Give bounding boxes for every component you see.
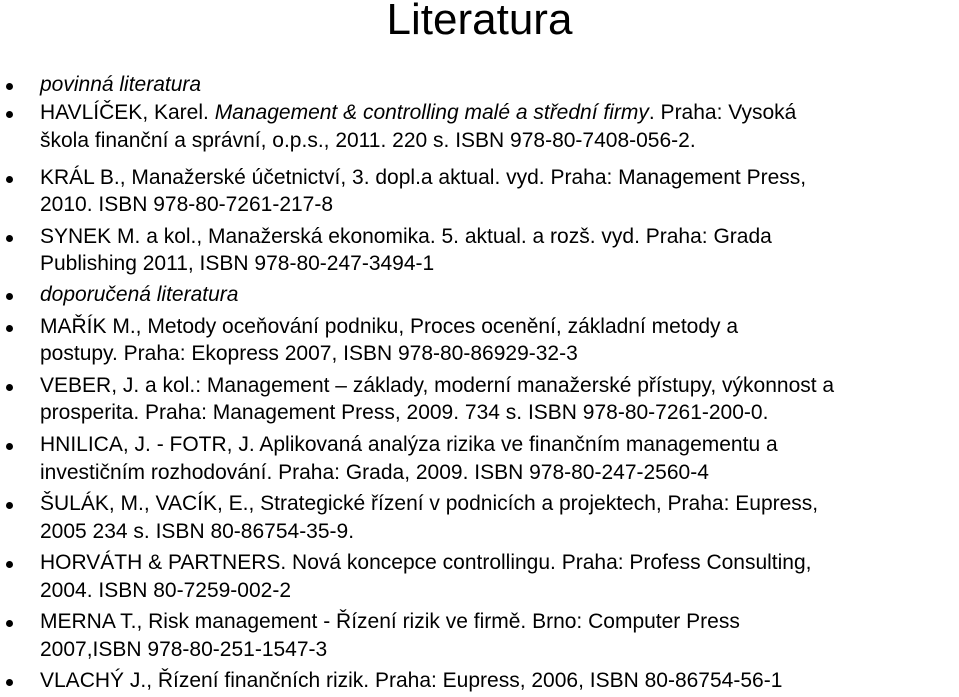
reference-line [40, 460, 709, 486]
reference-line [40, 578, 291, 604]
text: postupy. Praha: Ekopress 2007, ISBN 978-80-86929-32-3 [40, 342, 578, 365]
bullet-icon [6, 83, 13, 90]
text: ŠULÁK, M., VACÍK, E., Strategické řízení v podnicích a projektech, Praha: Eupress, [40, 492, 819, 515]
bullet-icon [6, 325, 13, 332]
reference-line [40, 491, 818, 517]
reference-line [40, 637, 327, 663]
reference-line [40, 519, 354, 545]
text: HAVLÍČEK, Karel. [40, 101, 215, 124]
text: MAŘÍK M., Metody oceňování podniku, Proces ocenění, základní metody a [40, 315, 739, 338]
reference-line [40, 282, 238, 308]
reference-line [40, 128, 696, 154]
text: prosperita. Praha: Management Press, 2009. 734 s. ISBN 978-80-7261-200-0. [40, 401, 769, 424]
text: škola finanční a správní, o.p.s., 2011. 220 s. ISBN 978-80-7408-056-2. [40, 129, 696, 152]
bullet-icon [6, 176, 13, 183]
text: VLACHÝ J., Řízení finančních rizik. Praha: Eupress, 2006, ISBN 80-86754-56-1 [40, 669, 783, 692]
text: VEBER, J. a kol.: Management – základy, moderní manažerské přístupy, výkonnost a [40, 374, 835, 397]
text: investičním rozhodování. Praha: Grada, 2009. ISBN 978-80-247-2560-4 [40, 461, 709, 484]
page-title: Literatura [386, 0, 573, 44]
bullet-icon [6, 502, 13, 509]
reference-line [40, 165, 806, 191]
italic-text: doporučená literatura [40, 283, 239, 306]
bullet-icon [6, 111, 13, 118]
text: SYNEK M. a kol., Manažerská ekonomika. 5. aktual. a rozš. vyd. Praha: Grada [40, 225, 772, 248]
text: HNILICA, J. - FOTR, J. Aplikovaná analýza rizika ve finančním managementu a [40, 433, 778, 456]
italic-text: povinná literatura [40, 73, 202, 96]
italic-text: Management & controlling malé a střední firmy [214, 101, 649, 124]
text: HORVÁTH & PARTNERS. Nová koncepce controllingu. Praha: Profess Consulting, [40, 551, 812, 574]
reference-line [40, 314, 738, 340]
reference-line [40, 550, 812, 576]
bullet-icon [6, 384, 13, 391]
text: MERNA T., Risk management - Řízení rizik ve firmě. Brno: Computer Press [40, 610, 740, 633]
text: 2005 234 s. ISBN 80-86754-35-9. [40, 520, 355, 543]
text: . Praha: Vysoká [648, 101, 797, 124]
reference-line [40, 100, 796, 126]
bullet-icon [6, 443, 13, 450]
bullet-icon [6, 235, 13, 242]
text: 2004. ISBN 80-7259-002-2 [40, 579, 292, 602]
text: 2010. ISBN 978-80-7261-217-8 [40, 193, 334, 216]
bullet-icon [6, 620, 13, 627]
reference-line [40, 432, 778, 458]
bullet-icon [6, 679, 13, 686]
reference-line [40, 668, 782, 694]
reference-line [40, 224, 772, 250]
reference-line [40, 251, 434, 277]
text: Publishing 2011, ISBN 978-80-247-3494-1 [40, 252, 435, 275]
bullet-icon [6, 561, 13, 568]
reference-line [40, 400, 768, 426]
text: KRÁL B., Manažerské účetnictví, 3. dopl.a aktual. vyd. Praha: Management Press, [40, 166, 807, 189]
reference-line [40, 609, 740, 635]
reference-line [40, 373, 834, 399]
bullet-icon [6, 293, 13, 300]
reference-line [40, 192, 333, 218]
reference-line [40, 72, 201, 98]
reference-line [40, 341, 578, 367]
text: 2007,ISBN 978-80-251-1547-3 [40, 638, 328, 661]
